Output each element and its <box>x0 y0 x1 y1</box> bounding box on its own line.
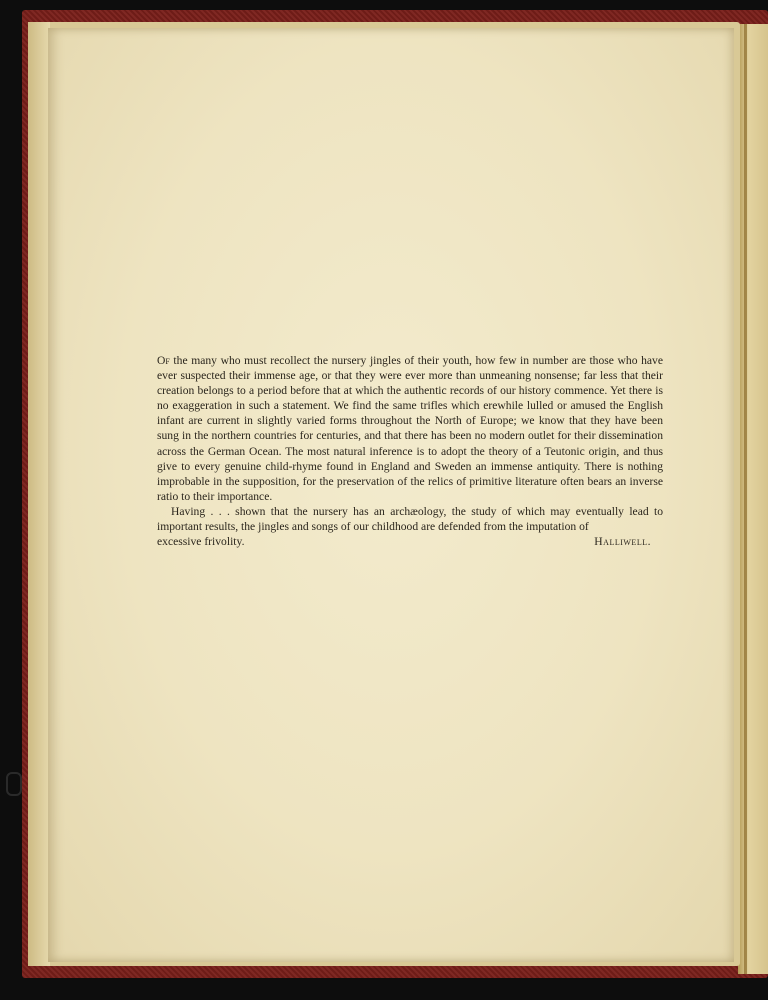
binding-ring-icon <box>6 772 22 796</box>
next-page-edge <box>738 24 768 974</box>
attribution: Halliwell. <box>594 535 651 549</box>
paragraph-2-last-line: excessive frivolity. <box>157 535 245 549</box>
paragraph-1-text: the many who must recollect the nursery jingles of their youth, how few in number are those who have ever suspected their immense age, or that they were ever more than unmeaning nonsense; far less that their creation belongs to a period before that at which the authentic records of our history commence. Yet there is no exaggeration in such a statement. We find the same trifles which erewhile lulled or amused the English infant are current in slightly varied forms throughout the North of Europe; we know that they have been sung in the northern countries for centuries, and that there has been no modern outlet for their dissemination across the German Ocean. The most natural inference is to adopt the theory of a Teutonic origin, and thus give to every genuine child-rhyme found in England and Sweden an immense antiquity. There is nothing improbable in the supposition, for the preservation of the relics of primitive literature often bears an inverse ratio to their importance. <box>157 354 663 503</box>
paragraph-2 <box>157 504 663 534</box>
paragraph-2-text: Having . . . shown that the nursery has an archæology, the study of which may eventually lead to important results, the jingles and songs of our childhood are defended from the imputation of <box>157 504 663 534</box>
page-fold-line <box>744 24 747 974</box>
paragraph-1 <box>157 353 663 504</box>
page-gutter <box>28 22 50 966</box>
closing-line <box>157 534 663 549</box>
paragraph-lead-word: Of <box>157 354 170 367</box>
quotation-block <box>157 353 663 549</box>
